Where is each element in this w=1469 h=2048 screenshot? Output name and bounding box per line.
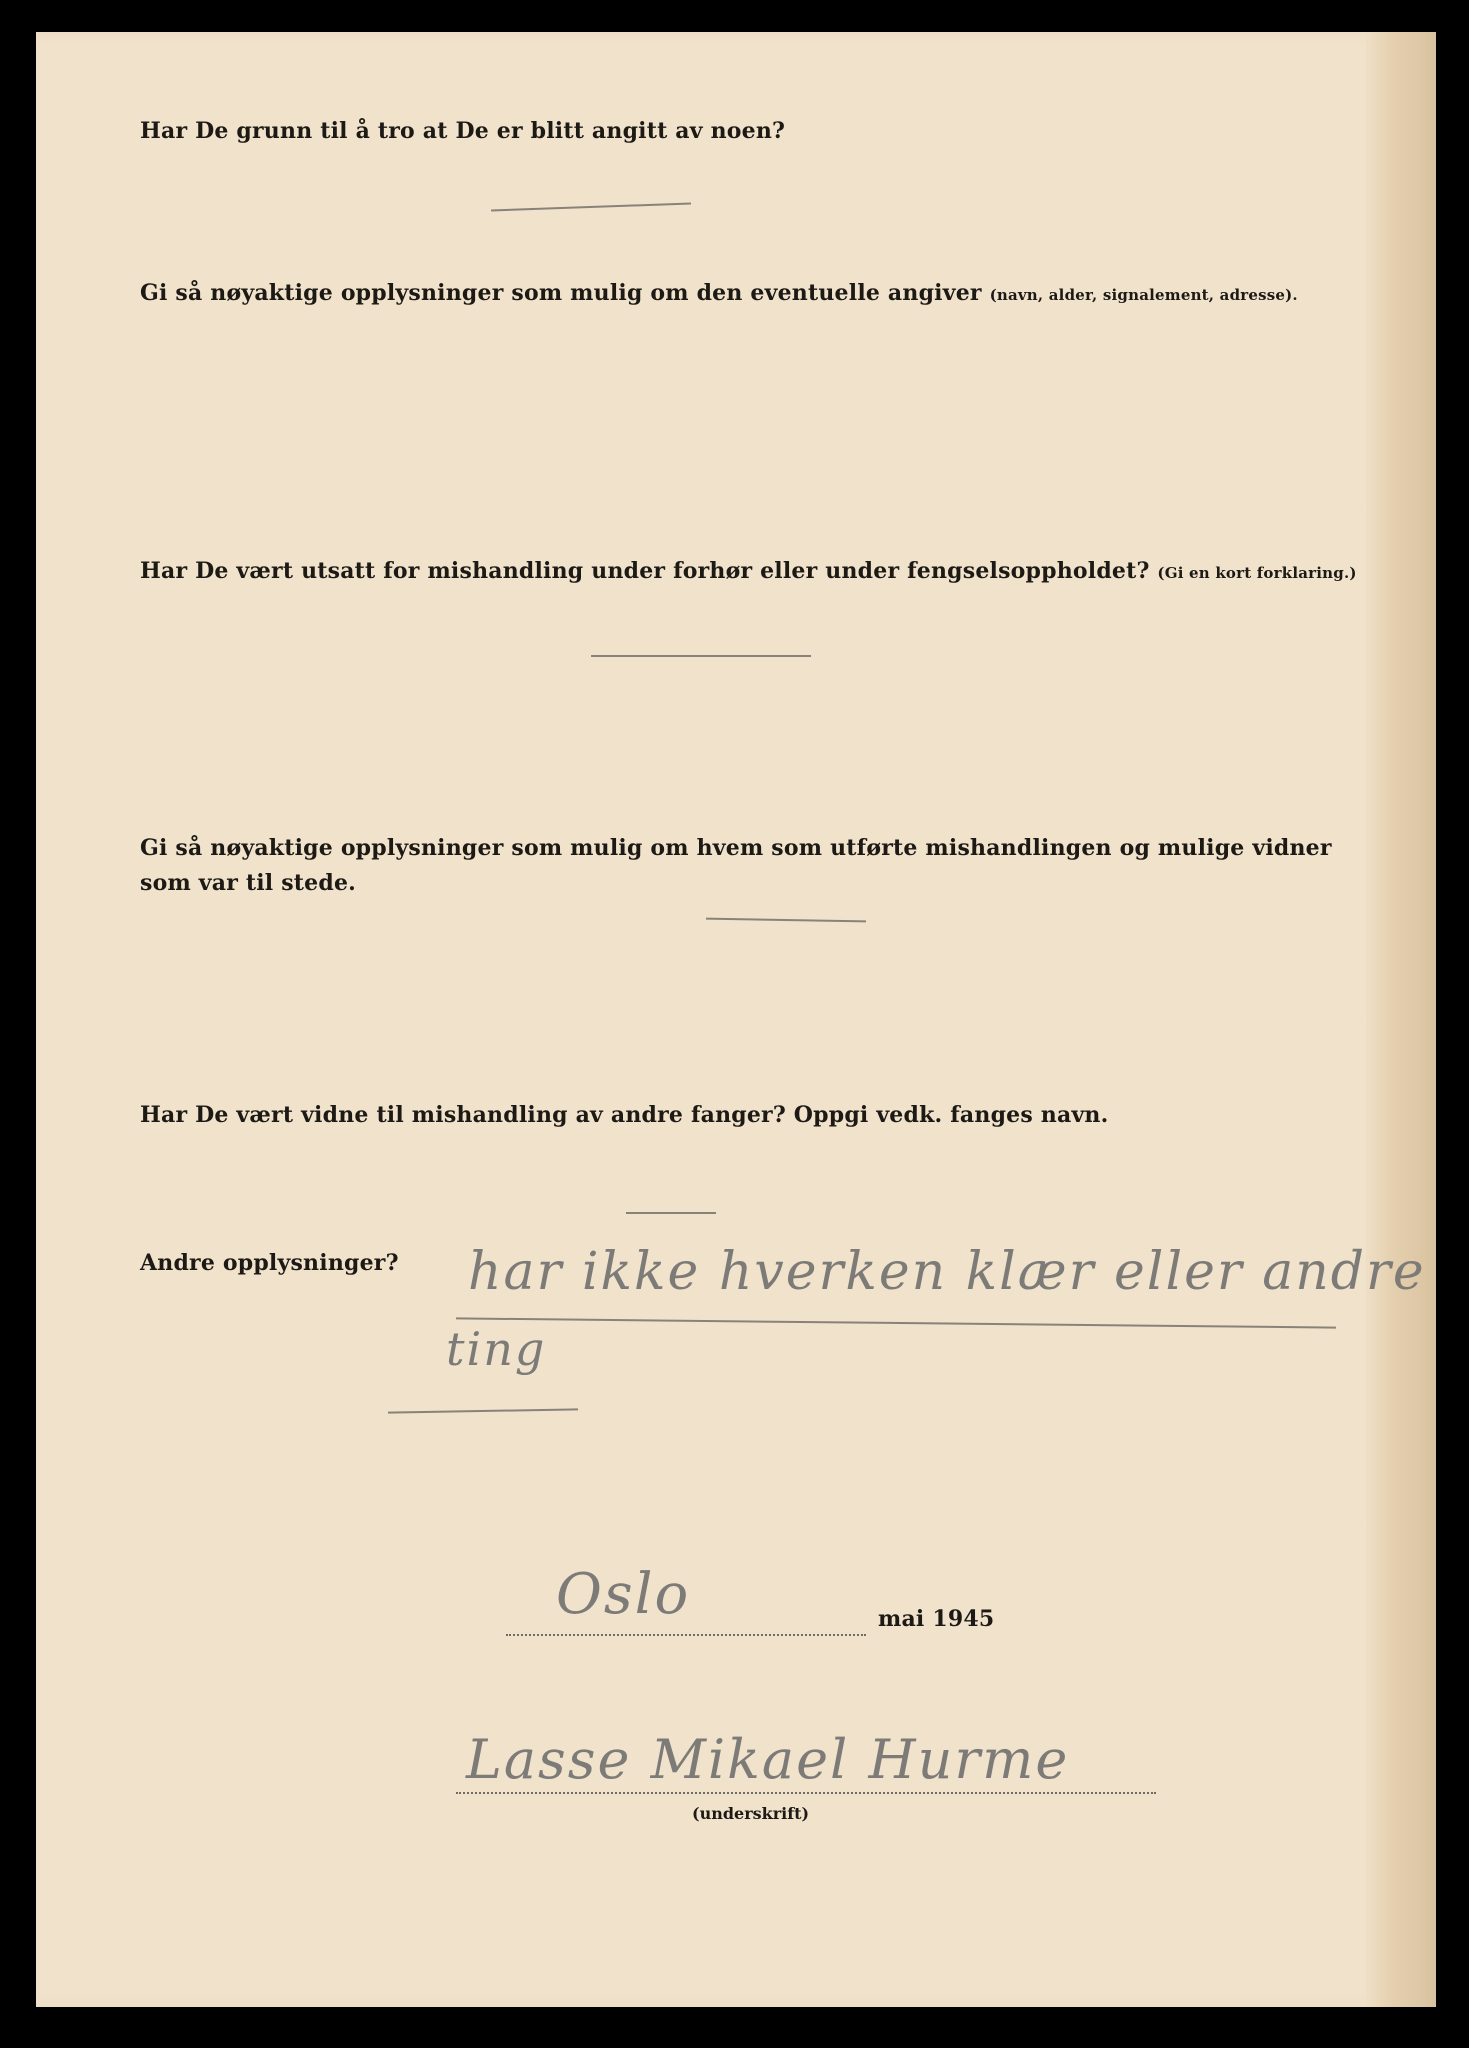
place-line	[506, 1634, 866, 1636]
question-witness: Har De vært vidne til mishandling av andre fanger? Oppgi vedk. fanges navn.	[140, 1102, 1109, 1128]
handwritten-place: Oslo	[556, 1562, 691, 1627]
handwritten-answer-cont: ting	[446, 1322, 547, 1376]
answer-dash	[491, 203, 691, 212]
handwriting-stroke	[388, 1408, 578, 1413]
answer-dash	[591, 655, 811, 657]
page-edge	[1366, 32, 1436, 2007]
question-mistreatment: Har De vært utsatt for mishandling under forhør eller under fengselsoppholdet? (Gi en kort forklaring.)	[140, 558, 1357, 584]
form-page	[36, 32, 1436, 2007]
signature-label: (underskrift)	[692, 1804, 810, 1823]
handwritten-signature: Lasse Mikael Hurme	[466, 1728, 1070, 1791]
handwritten-answer: har ikke hverken klær eller andre	[468, 1242, 1426, 1302]
handwriting-line	[456, 1317, 1336, 1328]
signature-line	[456, 1792, 1156, 1794]
question-perpetrators: Gi så nøyaktige opplysninger som mulig om hvem som utførte mishandlingen og mulige vidner som var til stede.	[140, 835, 1332, 897]
question-other-info: Andre opplysninger?	[140, 1250, 399, 1276]
answer-dash	[626, 1212, 716, 1214]
date-label: mai 1945	[878, 1606, 995, 1632]
question-informer: Har De grunn til å tro at De er blitt angitt av noen?	[140, 118, 786, 144]
answer-dash	[706, 918, 866, 923]
question-informer-details: Gi så nøyaktige opplysninger som mulig om den eventuelle angiver (navn, alder, signalement, adresse).	[140, 280, 1298, 306]
